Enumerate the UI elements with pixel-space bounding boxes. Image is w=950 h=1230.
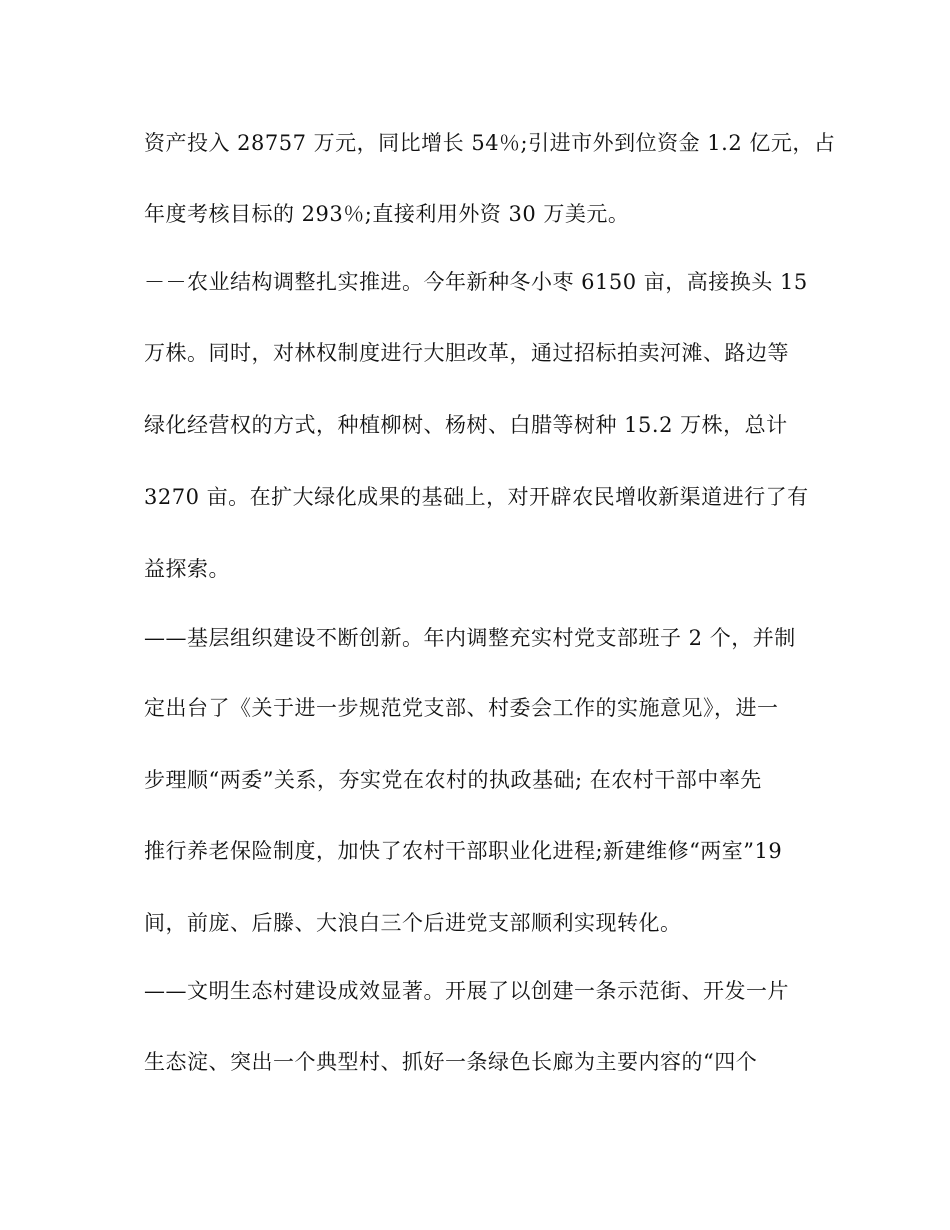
text-line: 步理顺“两委”关系，夯实党在农村的执政基础; 在农村干部中率先 (144, 768, 762, 792)
text-line: 资产投入 28757 万元，同比增长 54％;引进市外到位资金 1.2 亿元，占 (144, 131, 836, 155)
text-line: ——文明生态村建设成效显著。开展了以创建一条示范街、开发一片 (144, 979, 789, 1003)
text-line: 益探索。 (144, 557, 230, 581)
text-line: ——基层组织建设不断创新。年内调整充实村党支部班子 2 个，并制 (144, 626, 796, 650)
text-line: 生态淀、突出一个典型村、抓好一条绿色长廊为主要内容的“四个 (144, 1050, 758, 1074)
text-line: 年度考核目标的 293％;直接利用外资 30 万美元。 (144, 202, 630, 226)
text-line: 万株。同时，对林权制度进行大胆改革，通过招标拍卖河滩、路边等 (144, 341, 789, 365)
text-line: 间，前庞、后滕、大浪白三个后进党支部顺利实现转化。 (144, 911, 682, 935)
text-line: 绿化经营权的方式，种植柳树、杨树、白腊等树种 15.2 万株，总计 (144, 413, 788, 437)
text-line: 定出台了《关于进一步规范党支部、村委会工作的实施意见》，进一 (144, 696, 779, 720)
text-line: 推行养老保险制度，加快了农村干部职业化进程;新建维修“两室”19 (144, 839, 783, 863)
text-line: －－农业结构调整扎实推进。今年新种冬小枣 6150 亩，高接换头 15 (144, 270, 808, 294)
text-line: 3270 亩。在扩大绿化成果的基础上，对开辟农民增收新渠道进行了有 (144, 485, 809, 509)
